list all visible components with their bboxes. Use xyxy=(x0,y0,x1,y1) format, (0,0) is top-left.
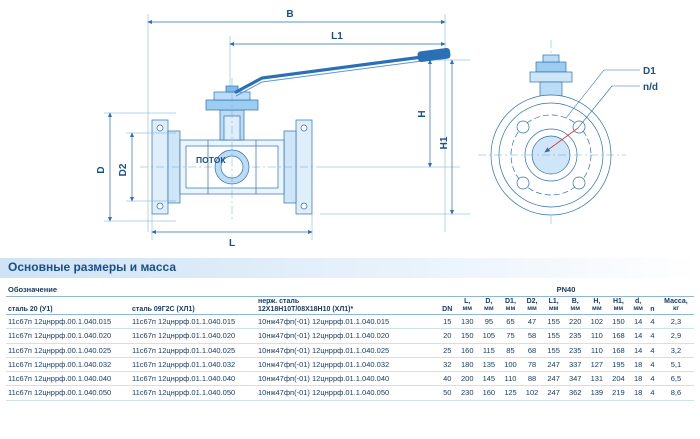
cell-d1: 110 xyxy=(500,372,522,386)
col-header-material-3-line1: нерж. сталь xyxy=(258,298,300,306)
cell-l: 200 xyxy=(456,372,478,386)
cell-designation-09g2s: 11с67п 12цнррф.01.1.040.040 xyxy=(130,372,256,386)
cell-l1: 247 xyxy=(543,357,565,371)
cell-designation-09g2s: 11с67п 12цнррф.01.1.040.025 xyxy=(130,343,256,357)
cell-h: 110 xyxy=(586,343,608,357)
cell-b: 235 xyxy=(564,343,586,357)
col-header-dsmall xyxy=(629,297,647,315)
cell-d2: 58 xyxy=(521,329,543,343)
cell-designation-stainless: 10нж47фп(-01) 12цнррф.01.1.040.020 xyxy=(256,329,438,343)
col-header-d2 xyxy=(521,297,543,315)
col-header-d2-name: D2, xyxy=(526,298,538,305)
cell-designation-stainless: 10нж47фп(-01) 12цнррф.01.1.040.025 xyxy=(256,343,438,357)
col-header-dn xyxy=(438,297,456,315)
cell-h1: 204 xyxy=(608,372,630,386)
cell-designation-steel20: 11с67п 12цнррф.00.1.040.025 xyxy=(6,343,130,357)
cell-designation-09g2s: 11с67п 12цнррф.01.1.040.032 xyxy=(130,357,256,371)
cell-n: 4 xyxy=(647,315,658,329)
col-header-d2-unit: мм xyxy=(527,305,537,313)
cell-b: 362 xyxy=(564,386,586,400)
cell-mass: 3,2 xyxy=(658,343,694,357)
cell-designation-steel20: 11с67п 12цнррф.00.1.040.050 xyxy=(6,386,130,400)
col-header-l1-name: L1, xyxy=(548,298,559,305)
cell-designation-steel20: 11с67п 12цнррф.00.1.040.040 xyxy=(6,372,130,386)
dimension-label-h: H xyxy=(417,110,428,118)
col-header-material-3-line2: 12Х18Н10Т/08Х18Н10 (ХЛ1)* xyxy=(258,305,354,313)
section-title: Основные размеры и масса xyxy=(8,260,177,274)
cell-n: 4 xyxy=(647,343,658,357)
cell-l: 150 xyxy=(456,329,478,343)
table-row xyxy=(6,329,694,343)
col-header-h xyxy=(586,297,608,315)
table-row xyxy=(6,343,694,357)
col-header-l1-unit: мм xyxy=(548,305,559,313)
cell-designation-steel20: 11с67п 12цнррф.00.1.040.015 xyxy=(6,315,130,329)
col-header-dsmall-name: d, xyxy=(635,298,642,305)
cell-d2: 68 xyxy=(521,343,543,357)
cell-dsmall: 14 xyxy=(629,315,647,329)
cell-h1: 168 xyxy=(608,343,630,357)
col-header-d-name: D, xyxy=(485,298,493,305)
table-row xyxy=(6,357,694,371)
dimension-label-b: B xyxy=(286,9,294,20)
cell-b: 235 xyxy=(564,329,586,343)
dimension-label-h1: H1 xyxy=(439,136,450,150)
cell-mass: 2,9 xyxy=(658,329,694,343)
cell-mass: 2,3 xyxy=(658,315,694,329)
cell-d2: 78 xyxy=(521,357,543,371)
col-header-d-unit: мм xyxy=(484,305,494,313)
cell-designation-09g2s: 11с67п 12цнррф.01.1.040.050 xyxy=(130,386,256,400)
cell-dsmall: 18 xyxy=(629,386,647,400)
col-header-d1 xyxy=(500,297,522,315)
cell-l: 160 xyxy=(456,343,478,357)
cell-d: 135 xyxy=(478,357,500,371)
col-header-l-name: L, xyxy=(464,298,471,305)
dimension-label-d: D xyxy=(96,166,107,174)
cell-l: 230 xyxy=(456,386,478,400)
cell-d1: 75 xyxy=(500,329,522,343)
cell-h: 131 xyxy=(586,372,608,386)
col-header-material-3 xyxy=(256,297,438,315)
col-header-b-unit: мм xyxy=(570,305,581,313)
cell-l: 180 xyxy=(456,357,478,371)
cell-d: 105 xyxy=(478,329,500,343)
cell-l1: 247 xyxy=(543,386,565,400)
cell-d1: 100 xyxy=(500,357,522,371)
table-column-header-row xyxy=(6,297,694,315)
col-header-dn-name: DN xyxy=(442,305,453,313)
flow-direction-label: ПОТОК xyxy=(196,155,226,165)
col-header-l1 xyxy=(543,297,565,315)
col-header-d xyxy=(478,297,500,315)
col-header-h1-name: H1, xyxy=(612,298,624,305)
col-header-mass-unit: кг xyxy=(672,305,679,313)
cell-d: 115 xyxy=(478,343,500,357)
cell-d: 95 xyxy=(478,315,500,329)
table-row xyxy=(6,372,694,386)
cell-dn: 15 xyxy=(438,315,456,329)
cell-n: 4 xyxy=(647,386,658,400)
dimension-label-l1: L1 xyxy=(331,31,343,42)
col-header-d1-unit: мм xyxy=(505,305,516,313)
cell-h: 139 xyxy=(586,386,608,400)
cell-l: 130 xyxy=(456,315,478,329)
cell-b: 347 xyxy=(564,372,586,386)
cell-d2: 102 xyxy=(521,386,543,400)
cell-mass: 5,1 xyxy=(658,357,694,371)
cell-l1: 155 xyxy=(543,343,565,357)
cell-h1: 168 xyxy=(608,329,630,343)
cell-h: 127 xyxy=(586,357,608,371)
cell-dn: 50 xyxy=(438,386,456,400)
cell-designation-09g2s: 11с67п 12цнррф.01.1.040.015 xyxy=(130,315,256,329)
cell-h: 102 xyxy=(586,315,608,329)
cell-designation-stainless: 10нж47фп(-01) 12цнррф.01.1.040.015 xyxy=(256,315,438,329)
table-row xyxy=(6,386,694,400)
cell-l1: 155 xyxy=(543,315,565,329)
cell-d1: 85 xyxy=(500,343,522,357)
dimensions-table-wrapper xyxy=(6,284,694,401)
cell-b: 337 xyxy=(564,357,586,371)
cell-d2: 88 xyxy=(521,372,543,386)
dimension-label-d1: D1 xyxy=(643,66,656,77)
cell-dn: 32 xyxy=(438,357,456,371)
dimension-label-d2: D2 xyxy=(118,163,129,177)
col-header-b xyxy=(564,297,586,315)
dimensions-table xyxy=(6,284,694,401)
cell-d: 160 xyxy=(478,386,500,400)
cell-d: 145 xyxy=(478,372,500,386)
dimension-label-nd: n/d xyxy=(643,82,658,93)
cell-designation-steel20: 11с67п 12цнррф.00.1.040.032 xyxy=(6,357,130,371)
col-header-h-unit: мм xyxy=(592,305,602,313)
table-header-group-row xyxy=(6,284,694,297)
col-header-mass-name: Масса, xyxy=(664,298,688,305)
cell-designation-stainless: 10нж47фп(-01) 12цнррф.01.1.040.040 xyxy=(256,372,438,386)
cell-n: 4 xyxy=(647,357,658,371)
cell-dsmall: 14 xyxy=(629,343,647,357)
section-header xyxy=(0,258,700,278)
cell-b: 220 xyxy=(564,315,586,329)
designation-group-header: Обозначение xyxy=(6,284,438,297)
cell-l1: 155 xyxy=(543,329,565,343)
cell-dsmall: 18 xyxy=(629,357,647,371)
col-header-h1 xyxy=(608,297,630,315)
cell-d2: 47 xyxy=(521,315,543,329)
col-header-l xyxy=(456,297,478,315)
cell-designation-stainless: 10нж47фп(-01) 12цнррф.01.1.040.032 xyxy=(256,357,438,371)
cell-dn: 20 xyxy=(438,329,456,343)
cell-n: 4 xyxy=(647,372,658,386)
cell-dn: 25 xyxy=(438,343,456,357)
col-header-l-unit: мм xyxy=(462,305,473,313)
pn-group-header: PN40 xyxy=(438,284,694,297)
cell-dn: 40 xyxy=(438,372,456,386)
cell-n: 4 xyxy=(647,329,658,343)
col-header-mass xyxy=(658,297,694,315)
cell-d1: 65 xyxy=(500,315,522,329)
cell-l1: 247 xyxy=(543,372,565,386)
cell-d1: 125 xyxy=(500,386,522,400)
col-header-material-1: сталь 20 (У1) xyxy=(6,297,130,315)
cell-h1: 150 xyxy=(608,315,630,329)
col-header-n xyxy=(647,297,658,315)
col-header-d1-name: D1, xyxy=(505,298,516,305)
cell-h1: 219 xyxy=(608,386,630,400)
col-header-n-name: n xyxy=(650,305,655,313)
cell-mass: 6,5 xyxy=(658,372,694,386)
cell-dsmall: 18 xyxy=(629,372,647,386)
cell-h1: 195 xyxy=(608,357,630,371)
table-row xyxy=(6,315,694,329)
cell-dsmall: 14 xyxy=(629,329,647,343)
cell-mass: 8,6 xyxy=(658,386,694,400)
cell-h: 110 xyxy=(586,329,608,343)
col-header-material-2: сталь 09Г2С (ХЛ1) xyxy=(130,297,256,315)
col-header-dsmall-unit: мм xyxy=(633,305,643,313)
cell-designation-09g2s: 11с67п 12цнррф.01.1.040.020 xyxy=(130,329,256,343)
col-header-b-name: B, xyxy=(571,298,579,305)
col-header-h1-unit: мм xyxy=(613,305,624,313)
cell-designation-steel20: 11с67п 12цнррф.00.1.040.020 xyxy=(6,329,130,343)
dimension-label-l: L xyxy=(228,238,236,249)
col-header-h-name: H, xyxy=(593,298,601,305)
cell-designation-stainless: 10нж47фп(-01) 12цнррф.01.1.040.050 xyxy=(256,386,438,400)
